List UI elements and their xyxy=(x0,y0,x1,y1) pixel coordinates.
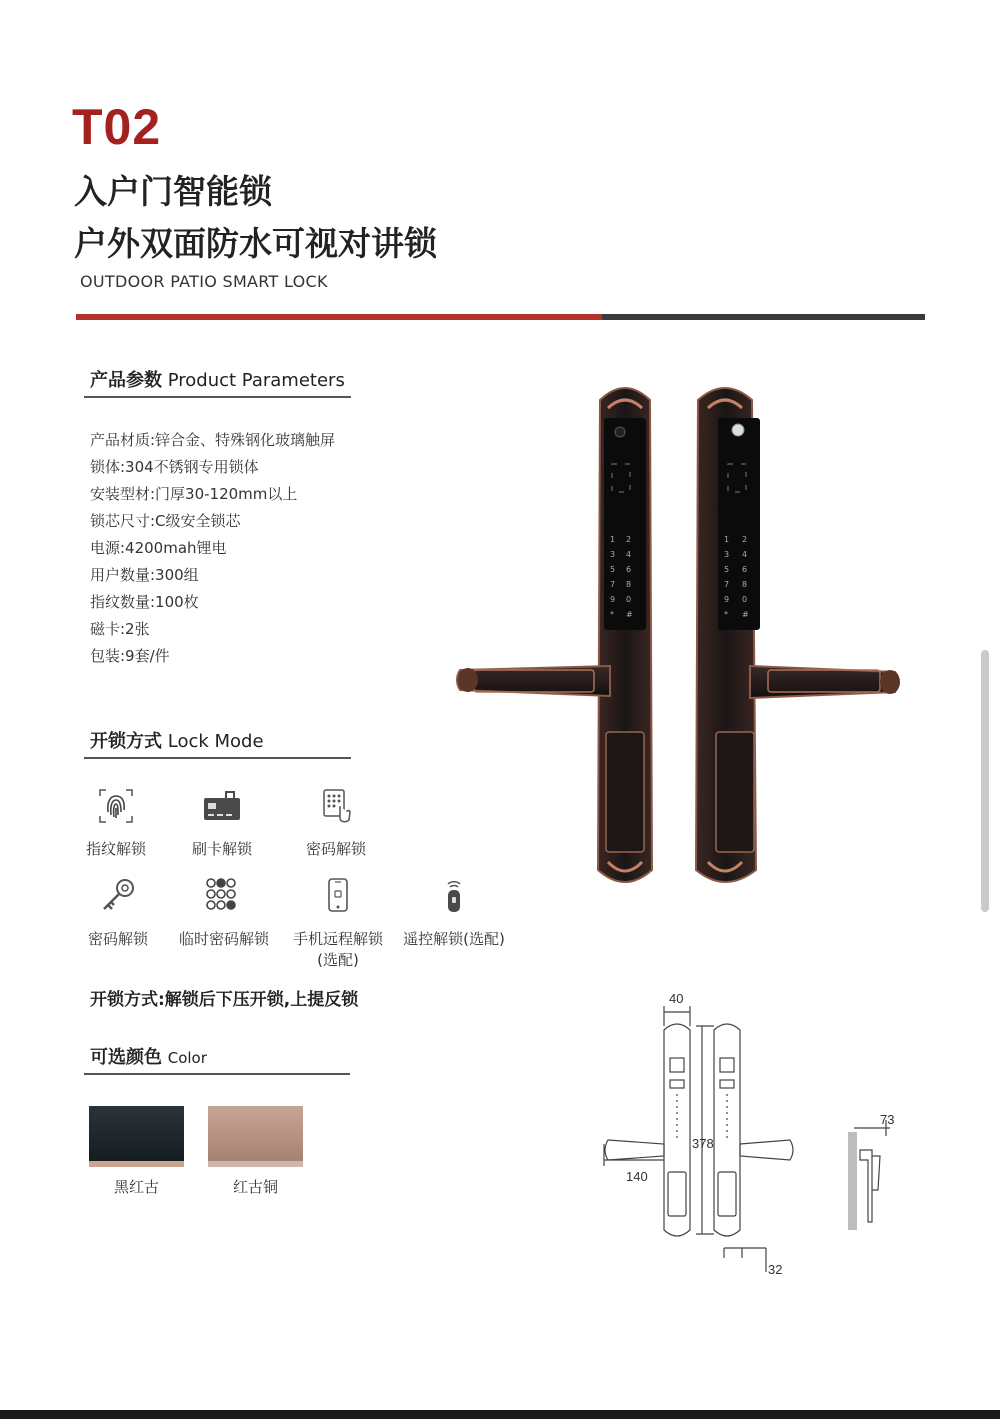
svg-text:9: 9 xyxy=(724,595,730,604)
scrollbar[interactable] xyxy=(981,650,989,912)
header-rule-red xyxy=(76,314,602,320)
color-name: 黑红古 xyxy=(113,1178,159,1196)
color-swatch xyxy=(89,1106,184,1167)
svg-text:#: # xyxy=(742,610,749,619)
param-item: 包装:9套/件 xyxy=(90,647,170,665)
param-item: 锁体:304不锈钢专用锁体 xyxy=(90,458,259,476)
lockmode-heading: 开锁方式 Lock Mode xyxy=(90,731,264,752)
lockmode-key xyxy=(78,876,158,949)
lockmode-label: 临时密码解锁 xyxy=(178,930,269,948)
lockmode-label-note: (选配) xyxy=(317,951,359,969)
svg-text:1: 1 xyxy=(724,535,730,544)
svg-text:0: 0 xyxy=(742,595,748,604)
svg-text:7: 7 xyxy=(610,580,616,589)
header-rule-dark xyxy=(602,314,925,320)
lockmode-fingerprint xyxy=(76,786,156,859)
dim-handle: 140 xyxy=(626,1169,648,1184)
dimension-drawing xyxy=(590,990,910,1290)
lockmode-label: 手机远程解锁 xyxy=(292,930,383,948)
param-item: 用户数量:300组 xyxy=(90,566,199,584)
lock-back-view xyxy=(696,388,900,882)
svg-text:5: 5 xyxy=(610,565,616,574)
svg-text:2: 2 xyxy=(626,535,632,544)
product-subtitle: 户外双面防水可视对讲锁 xyxy=(74,224,437,263)
param-item: 磁卡:2张 xyxy=(90,620,150,638)
svg-text:1: 1 xyxy=(610,535,616,544)
dim-height: 378 xyxy=(692,1136,714,1151)
param-item: 指纹数量:100枚 xyxy=(90,593,199,611)
lockmode-temp-code xyxy=(172,876,276,949)
params-list xyxy=(90,427,335,670)
svg-text:3: 3 xyxy=(724,550,730,559)
dim-bottom: 32 xyxy=(768,1262,783,1277)
color-name: 红古铜 xyxy=(232,1178,278,1196)
lockmode-label: 遥控解锁(选配) xyxy=(403,930,505,948)
svg-text:0: 0 xyxy=(626,595,632,604)
key-icon xyxy=(98,876,138,916)
lockmode-label: 指纹解锁 xyxy=(85,840,146,858)
lock-product-image xyxy=(450,380,910,890)
svg-text:6: 6 xyxy=(626,565,632,574)
color-option-black-red xyxy=(89,1106,184,1197)
lockmode-card xyxy=(182,786,262,859)
params-heading-underline xyxy=(84,396,351,398)
card-icon xyxy=(202,786,242,826)
color-swatch xyxy=(208,1106,303,1167)
color-option-red-bronze xyxy=(208,1106,303,1197)
dim-width: 40 xyxy=(669,991,684,1006)
svg-text:5: 5 xyxy=(724,565,730,574)
unlock-note: 开锁方式:解锁后下压开锁,上提反锁 xyxy=(90,990,359,1010)
param-item: 电源:4200mah锂电 xyxy=(90,539,227,557)
param-item: 安装型材:门厚30-120mm以上 xyxy=(90,485,298,503)
lockmode-heading-underline xyxy=(84,757,351,759)
lockmode-phone xyxy=(286,876,390,970)
color-heading: 可选颜色 Color xyxy=(90,1047,207,1068)
english-subtitle: OUTDOOR PATIO SMART LOCK xyxy=(80,272,328,291)
color-heading-underline xyxy=(84,1073,350,1075)
lock-front-view xyxy=(457,388,652,882)
lockmode-label: 刷卡解锁 xyxy=(191,840,252,858)
svg-text:6: 6 xyxy=(742,565,748,574)
dim-side-depth: 73 xyxy=(880,1112,895,1127)
param-item: 产品材质:锌合金、特殊钢化玻璃触屏 xyxy=(90,431,336,449)
svg-text:8: 8 xyxy=(742,580,748,589)
lockmode-keypad xyxy=(296,786,376,859)
svg-text:2: 2 xyxy=(742,535,748,544)
phone-icon xyxy=(318,876,358,916)
svg-text:3: 3 xyxy=(610,550,616,559)
lockmode-label: 密码解锁 xyxy=(305,840,366,858)
svg-text:*: * xyxy=(724,610,728,619)
lockmode-label: 密码解锁 xyxy=(87,930,148,948)
svg-text:8: 8 xyxy=(626,580,632,589)
param-item: 锁芯尺寸:C级安全锁芯 xyxy=(90,512,241,530)
bottom-edge-bar xyxy=(0,1410,1000,1419)
svg-text:7: 7 xyxy=(724,580,730,589)
svg-text:4: 4 xyxy=(626,550,632,559)
keypad-icon xyxy=(316,786,356,826)
model-number: T02 xyxy=(72,99,162,155)
temp-code-icon xyxy=(204,876,244,916)
svg-text:9: 9 xyxy=(610,595,616,604)
fingerprint-icon xyxy=(96,786,136,826)
svg-text:4: 4 xyxy=(742,550,748,559)
svg-text:#: # xyxy=(626,610,633,619)
params-heading: 产品参数 Product Parameters xyxy=(90,370,345,391)
product-title: 入户门智能锁 xyxy=(74,172,272,211)
svg-text:*: * xyxy=(610,610,614,619)
